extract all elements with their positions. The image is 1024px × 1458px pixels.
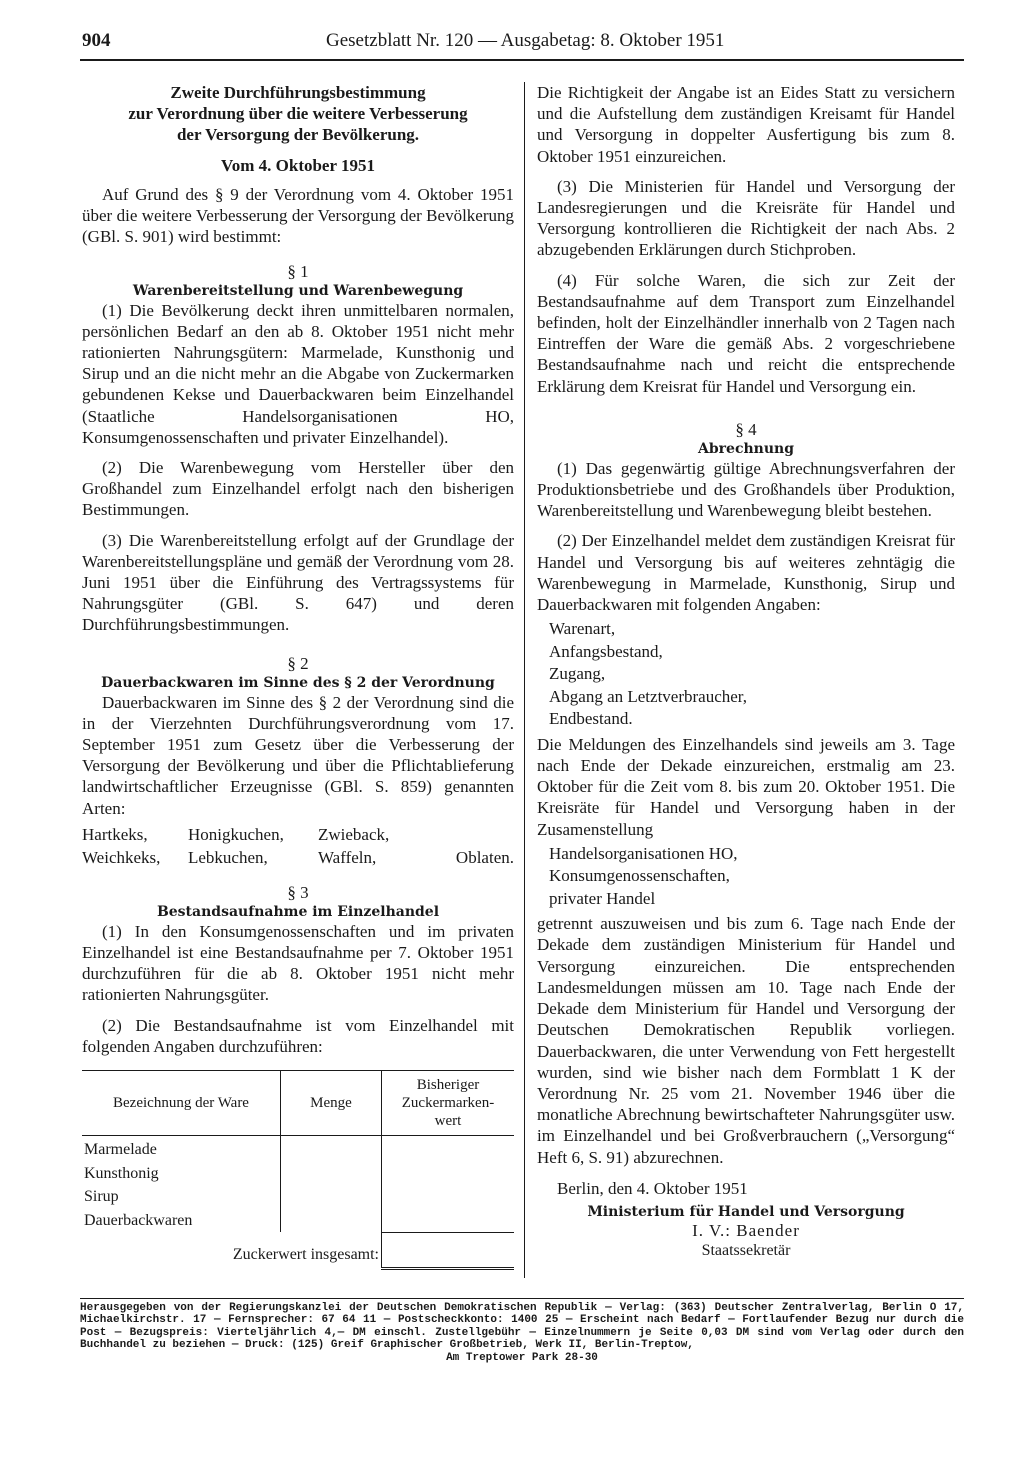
signature-place-date: Berlin, den 4. Oktober 1951 [557,1178,748,1198]
product-item: Lebkuchen, [188,847,268,867]
section-4-paragraph-1: (1) Das gegenwärtig gültige Abrechnungsverfahren der Produktionsbetriebe und des Großhandels über Produktion, Warenbereitstellung und Warenbewegung bleibt bestehen. [537,458,955,521]
column-header-goods: Bezeichnung der Ware [82,1071,281,1136]
list-item: Konsumgenossenschaften, [549,866,730,886]
header-rule [80,59,964,61]
total-label: Zuckerwert insgesamt: [232,1246,379,1264]
section-4-paragraph-3: Die Meldungen des Einzelhandels sind jeweils am 3. Tage nach Ende der Dekade einzureichen, erstmalig am 23. Oktober für die Zeit vom 8. bis zum 20. Oktober 1951. Die Kreisräte für Handel und Versorgung haben in der Zusamenstellung [537,734,955,839]
section-1-number: § 1 [287,261,309,281]
imprint-address: Am Treptower Park 28-30 [446,1351,598,1364]
list-item: Anfangsbestand, [549,641,663,661]
column-header-sugar-value-line: Bisheriger [416,1077,480,1094]
section-1-paragraph-3: (3) Die Warenbereitstellung erfolgt auf der Grundlage der Warenbereitstellungspläne und gemäß der Verordnung vom 28. Juni 1951 über die Einführung des Vertragssystems für Nahrungsgüter (GBl. S. 647) und deren Durchführungsbestimmungen. [82,530,514,635]
total-value-box [382,1232,515,1268]
document-title-line: zur Verordnung über die weitere Verbesserung [128,104,468,123]
intro-paragraph: Auf Grund des § 9 der Verordnung vom 4. Oktober 1951 über die weitere Verbesserung der Versorgung der Bevölkerung (GBl. S. 901) wird bestimmt: [82,185,514,247]
column-header-sugar-value-line: Zuckermarken- [401,1095,495,1112]
column-divider [524,82,525,1278]
section-4-number: § 4 [735,419,757,439]
list-item: Abgang an Letztverbraucher, [549,686,748,706]
inventory-total-row [82,1232,514,1268]
product-item: Waffeln, [318,847,377,867]
trade-categories-list [537,843,955,911]
product-item: Oblaten. [455,847,514,867]
goods-names-cell [82,1136,281,1233]
section-2-title: Dauerbackwaren im Sinne des § 2 der Verordnung [101,674,495,691]
goods-name: Sirup [84,1188,119,1206]
signature-role: Staatssekretär [701,1241,791,1259]
section-4-paragraph-4: getrennt auszuweisen und bis zum 6. Tage nach Ende der Dekade dem zuständigen Ministerium für Handel und Versorgung einzureichen. Die entsprechenden Landesmeldungen müssen am 10. Tage nach Ende der Dekade dem Ministerium für Handel und Versorgung der Deutschen Demokratischen Republik vorliegen. Dauerbackwaren, die unter Verwendung von Fett hergestellt wurden, sind wie bisher nach dem Formblatt 1 K der Verordnung Nr. 25 vom 21. November 1946 über die monatliche Abrechnung bewirtschafteter Nahrungsgüter usw. im Einzelhandel und bei Großverbrauchern („Versorgung“ Heft 6, S. 91) abzurechnen. [537,914,955,1167]
product-item: Zwieback, [318,824,390,844]
document-title [82,82,514,145]
section-3-paragraph-1: (1) In den Konsumgenossenschaften und im privaten Einzelhandel ist eine Bestandsaufnahme per 7. Oktober 1951 durchzuführen für die ab 8. Oktober 1951 nicht mehr rationierten Nahrungsgüter. [82,921,514,1005]
product-item [438,823,514,846]
footer-rule [80,1298,964,1299]
section-1-paragraph-2: (2) Die Warenbewegung vom Hersteller über den Großhandel zum Einzelhandel erfolgt nach den bisherigen Bestimmungen. [82,458,514,520]
list-item: Endbestand. [549,709,633,729]
gazette-header-title: Gesetzblatt Nr. 120 — Ausgabetag: 8. Oktober 1951 [326,30,725,51]
section-3-title: Bestandsaufnahme im Einzelhandel [156,903,440,920]
section-3-paragraph-3: Die Richtigkeit der Angabe ist an Eides Statt zu versichern und die Aufstellung dem zuständigen Kreisamt für Handel und Versorgung in doppelter Ausfertigung bis zum 8. Oktober 1951 einzureichen. [537,83,955,166]
list-item: Warenart, [549,619,616,639]
section-2-paragraph: Dauerbackwaren im Sinne des § 2 der Verordnung sind die in der Vierzehnten Durchführungsverordnung vom 17. September 1951 zum Gesetz über die Verbesserung der Versorgung der Bevölkerung und über die Pflichtablieferung landwirtschaftlicher Erzeugnisse (GBl. S. 859) genannten Arten: [82,692,514,818]
document-title-line: Zweite Durchführungsbestimmung [170,83,426,102]
goods-name: Marmelade [84,1141,157,1159]
product-item: Honigkuchen, [188,824,284,844]
sugar-value-cell [382,1136,515,1233]
page-number: 904 [82,30,111,51]
product-item: Hartkeks, [82,824,148,844]
document-date: Vom 4. Oktober 1951 [221,156,375,175]
goods-name: Dauerbackwaren [84,1211,193,1229]
inventory-table-body [82,1136,514,1233]
section-4-title: Abrechnung [698,440,794,457]
list-item: privater Handel [549,888,656,908]
section-3-paragraph-2: (2) Die Bestandsaufnahme ist vom Einzelhandel mit folgenden Angaben durchzuführen: [82,1015,514,1056]
left-column [82,82,514,1270]
section-3-paragraph-5: (4) Für solche Waren, die sich zur Zeit der Bestandsaufnahme auf dem Transport zum Einzelhandel befinden, holt der Einzelhändler innerhalb von 2 Tagen nach Eintreffen der Ware die gemäß Abs. 2 vorgeschriebene Bestandsaufnahme nach und reicht die entsprechende Erklärung dem Kreisrat für Handel und Versorgung ein. [537,270,955,396]
quantity-cell [281,1136,382,1233]
section-3-paragraph-4: (3) Die Ministerien für Handel und Versorgung der Landesregierungen und die Kreisräte für Handel und Versorgung kontrollieren die Richtigkeit der nach Abs. 2 abzugebenden Erklärungen durch Stichproben. [537,176,955,260]
report-fields-list [537,618,955,731]
product-item: Weichkeks, [82,847,161,867]
right-column [537,82,955,1261]
section-1-title: Warenbereitstellung und Warenbewegung [132,282,464,299]
column-header-quantity: Menge [281,1071,382,1136]
signature-name: I. V.: Baender [692,1220,800,1240]
signature-ministry: Ministerium für Handel und Versorgung [587,1203,905,1220]
column-header-sugar-value-line: wert [434,1113,462,1130]
list-item: Handelsorganisationen HO, [549,843,738,863]
inventory-table [82,1070,514,1270]
section-3-number: § 3 [287,882,309,902]
column-header-sugar-value [382,1071,515,1136]
section-4-paragraph-2: (2) Der Einzelhandel meldet dem zuständigen Kreisrat für Handel und Versorgung bis auf weiteres zehntägig die Warenbewegung in Marmelade, Kunsthonig, Sirup und Dauerbackwaren mit folgenden Angaben: [537,531,955,615]
list-item: Zugang, [549,664,606,684]
imprint-footer [80,1302,964,1364]
section-2-number: § 2 [287,653,309,673]
document-title-line: der Versorgung der Bevölkerung. [176,125,420,144]
inventory-table-header [82,1071,514,1136]
section-1-paragraph-1: (1) Die Bevölkerung deckt ihren unmittelbaren normalen, persönlichen Bedarf an den ab 8. Oktober 1951 nicht mehr rationierten Nahrungsgütern: Marmelade, Kunsthonig und Sirup und an die nicht mehr an die Abgabe von Zuckermarken gebundenen Kekse und Dauerbackwaren beim Einzelhandel (Staatliche Handelsorganisationen HO, Konsumgenossenschaften und privater Einzelhandel). [82,300,514,447]
goods-name: Kunsthonig [84,1164,159,1182]
product-list [82,823,514,869]
imprint-text: Herausgegeben von der Regierungskanzlei der Deutschen Demokratischen Republik — Verlag: (363) Deutscher Zentralverlag, Berlin O 17, Michaelkirchstr. 17 — Fernsprecher: 67 64 11 — Postscheckkonto: 1400 25 — Erscheint nach Bedarf — Fortlaufender Bezug nur durch die Post — Bezugspreis: Vierteljährlich 4,— DM einschl. Zustellgebühr — Einzelnummern je Seite 0,03 DM sind vom Verlag oder durch den Buchhandel zu beziehen — Druck: (125) Greif Graphischer Großbetrieb, Werk II, Berlin-Treptow, [80,1302,964,1352]
